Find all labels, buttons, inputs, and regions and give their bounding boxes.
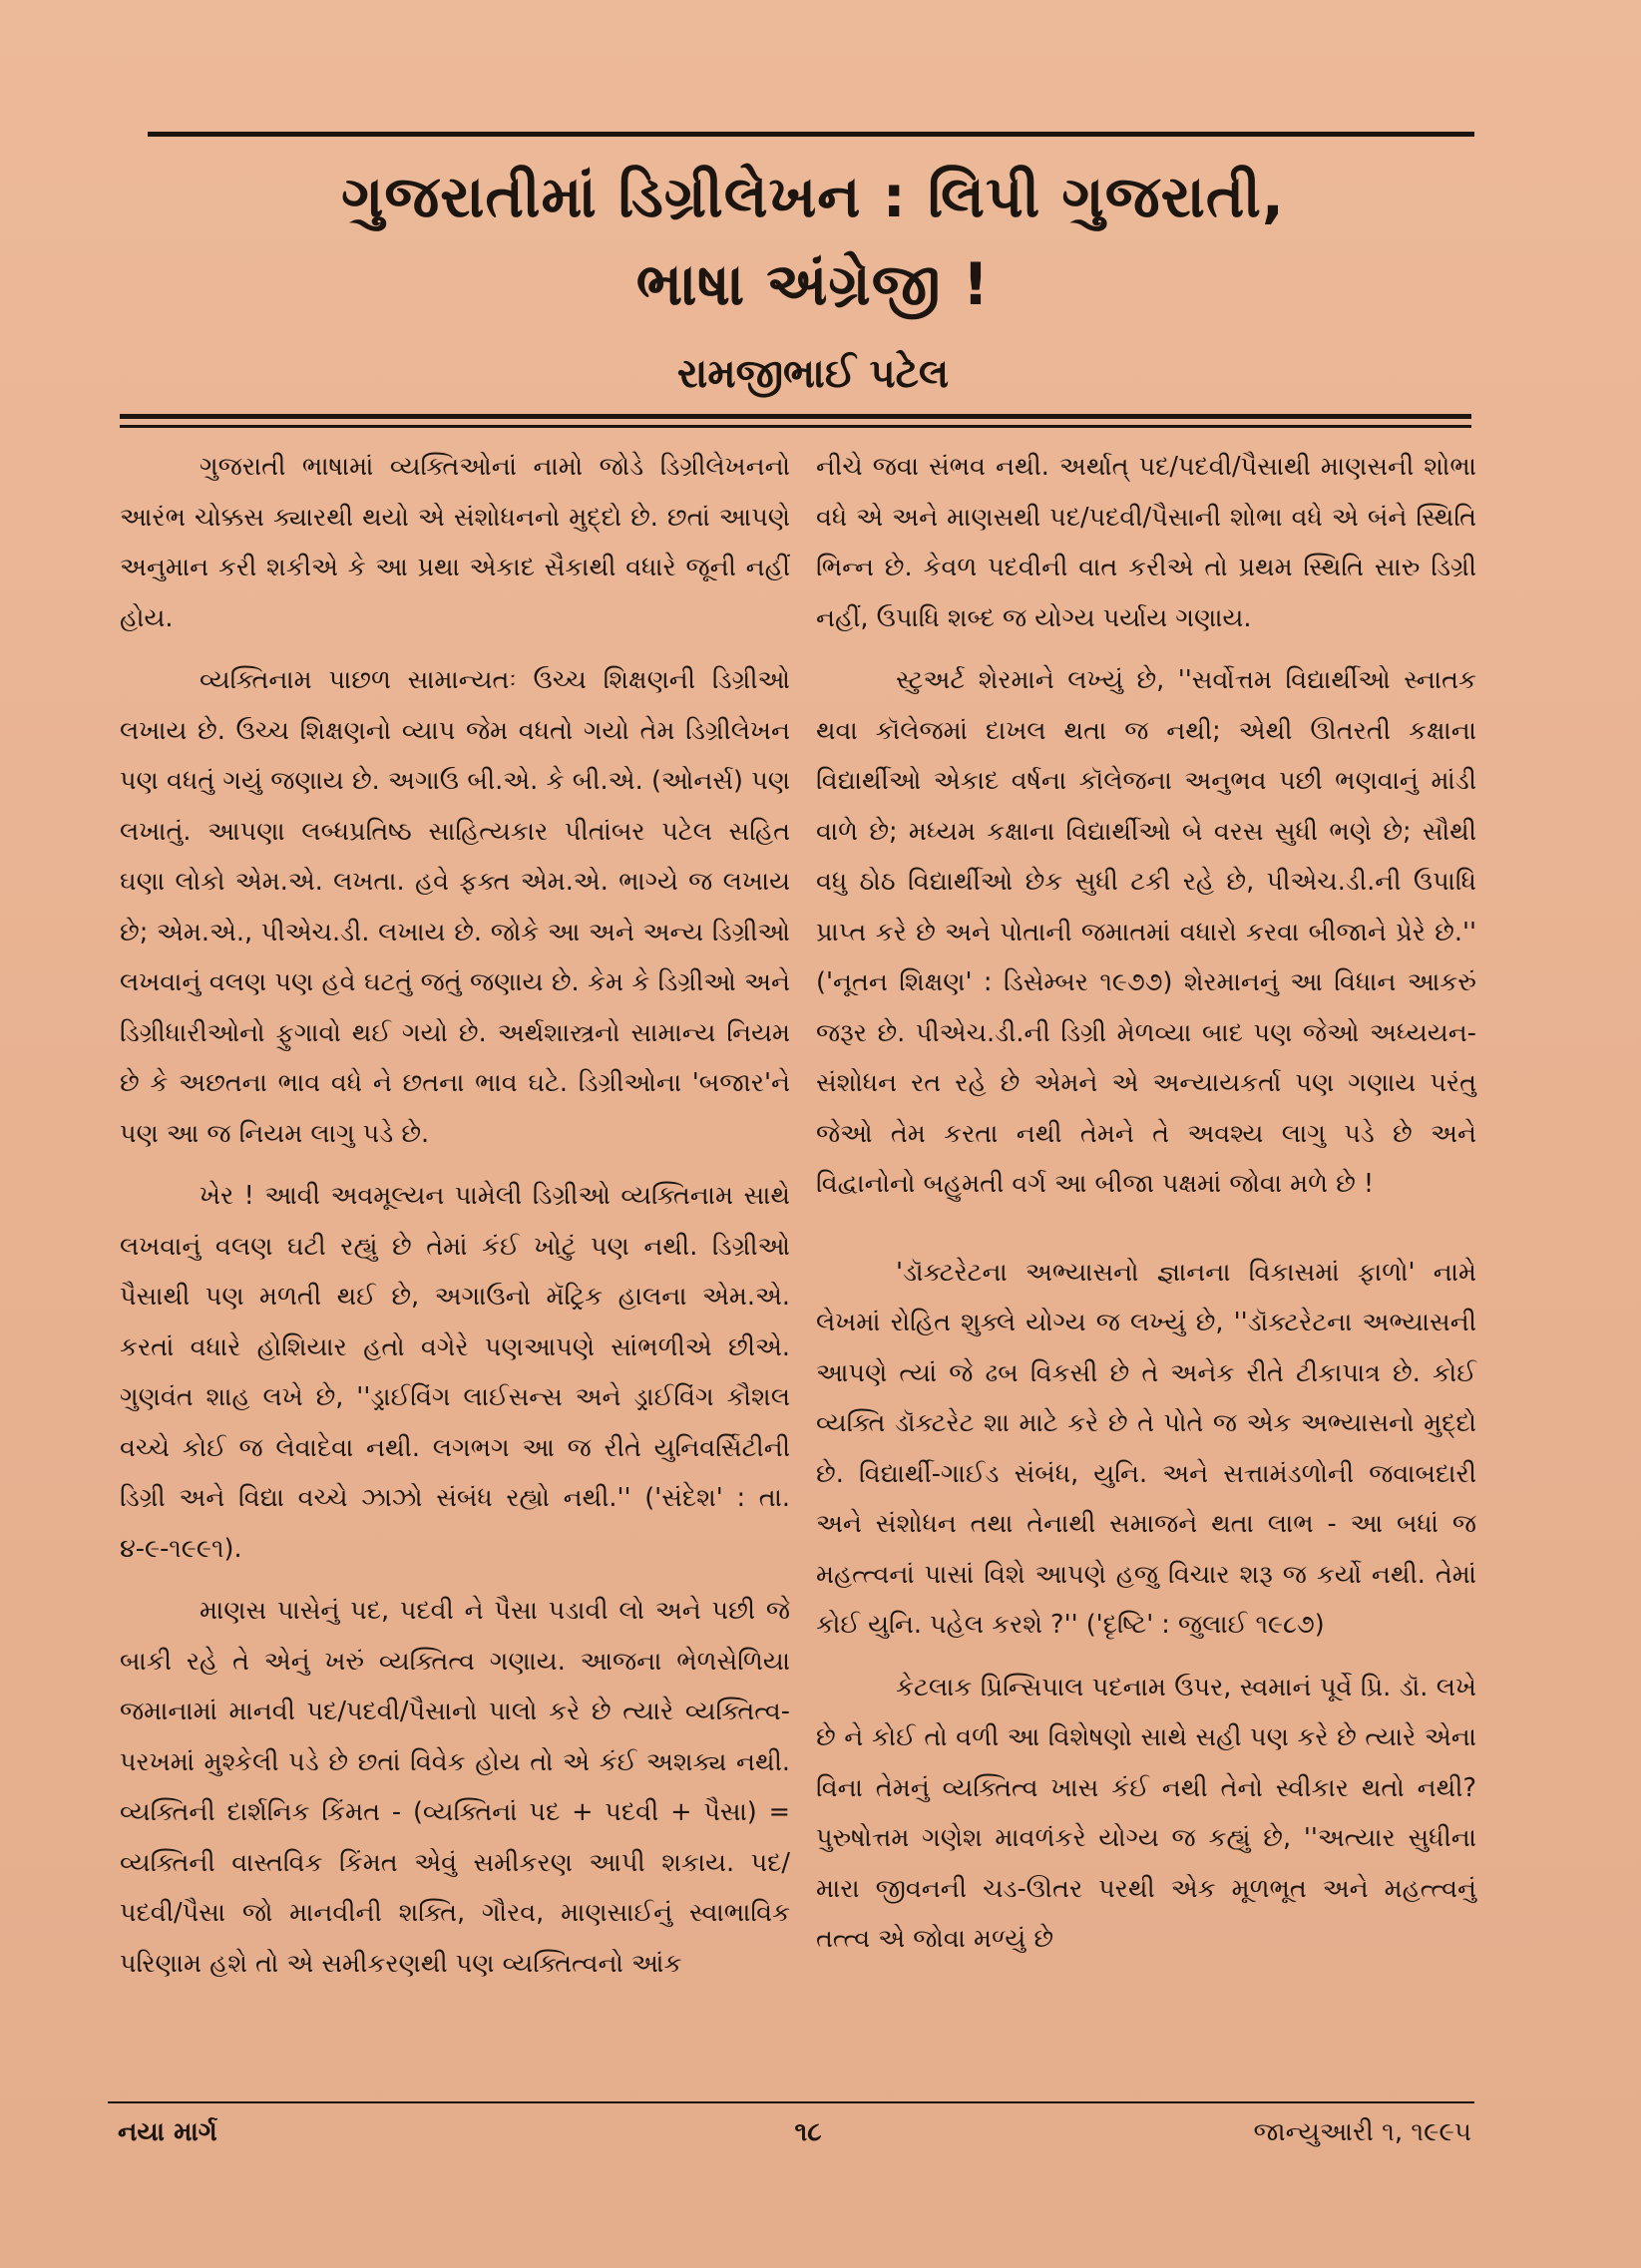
paragraph: વ્યક્તિનામ પાછળ સામાન્યતઃ ઉચ્ચ શિક્ષણની ડિગ્રીઓ લખાય છે. ઉચ્ચ શિક્ષણનો વ્યાપ જેમ વધતો ગયો તેમ ડિગ્રીલેખન પણ વધતું ગયું જણાય છે. અગાઉ બી.એ. કે બી.એ. (ઓનર્સ) પણ લખાતું. આપણા લબ્ધપ્રતિષ્ઠ સાહિત્યકાર પીતાંબર પટેલ સહિત ઘણા લોકો એમ.એ. લખતા. હવે ફક્ત એમ.એ. ભાગ્યે જ લખાય છે; એમ.એ., પીએચ.ડી. લખાય છે. જોકે આ અને અન્ય ડિગ્રીઓ લખવાનું વલણ પણ હવે ઘટતું જતું જણાય છે. કેમ કે ડિગ્રીઓ અને ડિગ્રીધારીઓનો ફુગાવો થઈ ગયો છે. અર્થશાસ્ત્રનો સામાન્ય નિયમ છે કે અછતના ભાવ વધે ને છતના ભાવ ઘટે. ડિગ્રીઓના 'બજાર'ને પણ આ જ નિયમ લાગુ પડે છે. <box>120 665 790 1149</box>
article-title-line2: ભાષા અંગ્રેજી ! <box>635 250 991 318</box>
paragraph: ખેર ! આવી અવમૂલ્યન પામેલી ડિગ્રીઓ વ્યક્તિનામ સાથે લખવાનું વલણ ઘટી રહ્યું છે તેમાં કંઈ ખોટું પણ નથી. ડિગ્રીઓ પૈસાથી પણ મળતી થઈ છે, અગાઉનો મૅટ્રિક હાલના એમ.એ. કરતાં વધારે હોશિયાર હતો વગેરે પણઆપણે સાંભળીએ છીએ. ગુણવંત શાહ લખે છે, ''ડ્રાઈવિંગ લાઈસન્સ અને ડ્રાઈવિંગ કૌશલ વચ્ચે કોઈ જ લેવાદેવા નથી. લગભગ આ જ રીતે યુનિવર્સિટીની ડિગ્રી અને વિદ્યા વચ્ચે ઝાઝો સંબંધ રહ્યો નથી.'' ('સંદેશ' : તા. ૪-૯-૧૯૯૧). <box>120 1181 790 1564</box>
paragraph: કેટલાક પ્રિન્સિપાલ પદનામ ઉપર, સ્વમાનં પૂર્વે પ્રિ. ડૉ. લખે છે ને કોઈ તો વળી આ વિશેષણો સાથે સહી પણ કરે છે ત્યારે એના વિના તેમનું વ્યક્તિત્વ ખાસ કંઈ નથી તેનો સ્વીકાર થતો નથી? પુરુષોત્તમ ગણેશ માવળંકરે યોગ્ય જ કહ્યું છે, ''અત્યાર સુધીના મારા જીવનની ચડ-ઊતર પરથી એક મૂળભૂત અને મહત્ત્વનું તત્ત્વ એ જોવા મળ્યું છે <box>816 1672 1476 1954</box>
paragraph: 'ડૉક્ટરેટના અભ્યાસનો જ્ઞાનના વિકાસમાં ફાળો' નામે લેખમાં રોહિત શુક્લે યોગ્ય જ લખ્યું છે, ''ડૉક્ટરેટના અભ્યાસની આપણે ત્યાં જે ઢબ વિકસી છે તે અનેક રીતે ટીકાપાત્ર છે. કોઈ વ્યક્તિ ડૉક્ટરેટ શા માટે કરે છે તે પોતે જ એક અભ્યાસનો મુદ્દો છે. વિદ્યાર્થી-ગાઈડ સંબંધ, યુનિ. અને સત્તામંડળોની જવાબદારી અને સંશોધન તથા તેનાથી સમાજને થતા લાભ - આ બધાં જ મહત્ત્વનાં પાસાં વિશે આપણે હજુ વિચાર શરૂ જ કર્યો નથી. તેમાં કોઈ યુનિ. પહેલ કરશે ?'' ('દૃષ્ટિ' : જુલાઈ ૧૯૮૭) <box>816 1257 1476 1640</box>
title-double-rule <box>120 414 1471 428</box>
footer-publication: નયા માર્ગ <box>118 2117 217 2147</box>
footer-rule <box>108 2101 1474 2103</box>
right-column <box>816 442 1476 2268</box>
article-title-line1: ગુજરાતીમાં ડિગ્રીલેખન : લિપી ગુજરાતી, <box>341 163 1285 230</box>
footer-date: જાન્યુઆરી ૧, ૧૯૯૫ <box>1253 2117 1471 2147</box>
paragraph: ગુજરાતી ભાષામાં વ્યક્તિઓનાં નામો જોડે ડિગ્રીલેખનનો આરંભ ચોક્કસ ક્યારથી થયો એ સંશોધનનો મુદ્દો છે. છતાં આપણે અનુમાન કરી શકીએ કે આ પ્રથા એકાદ સૈકાથી વધારે જૂની નહીં હોય. <box>120 452 790 633</box>
paragraph: નીચે જવા સંભવ નથી. અર્થાત્ પદ/પદવી/પૈસાથી માણસની શોભા વધે એ અને માણસથી પદ/પદવી/પૈસાની શોભા વધે એ બંને સ્થિતિ ભિન્ન છે. કેવળ પદવીની વાત કરીએ તો પ્રથમ સ્થિતિ સારુ ડિગ્રી નહીં, ઉપાધિ શબ્દ જ યોગ્ય પર્યાય ગણાય. <box>816 452 1476 633</box>
article-author: રામજીભાઈ પટેલ <box>676 351 950 397</box>
top-rule <box>148 132 1474 137</box>
paragraph: માણસ પાસેનું પદ, પદવી ને પૈસા પડાવી લો અને પછી જે બાકી રહે તે એનું ખરું વ્યક્તિત્વ ગણાય. આજના ભેળસેળિયા જમાનામાં માનવી પદ/પદવી/પૈસાનો પાલો કરે છે ત્યારે વ્યક્તિત્વ-પરખમાં મુશ્કેલી પડે છે છતાં વિવેક હોય તો એ કંઈ અશક્ય નથી. વ્યક્તિની દાર્શનિક કિંમત - (વ્યક્તિનાં પદ + પદવી + પૈસા) = વ્યક્તિની વાસ્તવિક કિંમત એવું સમીકરણ આપી શકાય. પદ/પદવી/પૈસા જો માનવીની શક્તિ, ગૌરવ, માણસાઈનું સ્વાભાવિક પરિણામ હશે તો એ સમીકરણથી પણ વ્યક્તિત્વનો આંક <box>120 1596 790 1979</box>
footer-page-number: ૧૮ <box>794 2117 822 2147</box>
left-column <box>120 442 790 2268</box>
paragraph: સ્ટુઅર્ટ શેરમાને લખ્યું છે, ''સર્વોત્તમ વિદ્યાર્થીઓ સ્નાતક થવા કૉલેજમાં દાખલ થતા જ નથી; એથી ઊતરતી કક્ષાના વિદ્યાર્થીઓ એકાદ વર્ષના કૉલેજના અનુભવ પછી ભણવાનું માંડી વાળે છે; મધ્યમ કક્ષાના વિદ્યાર્થીઓ બે વરસ સુધી ભણે છે; સૌથી વધુ ઠોઠ વિદ્યાર્થીઓ છેક સુધી ટકી રહે છે, પીએચ.ડી.ની ઉપાધિ પ્રાપ્ત કરે છે અને પોતાની જમાતમાં વધારો કરવા બીજાને પ્રેરે છે.'' ('નૂતન શિક્ષણ' : ડિસેમ્બર ૧૯૭૭) શેરમાનનું આ વિધાન આકરું જરૂર છે. પીએચ.ડી.ની ડિગ્રી મેળવ્યા બાદ પણ જેઓ અધ્યયન-સંશોધન રત રહે છે એમને એ અન્યાયકર્તા પણ ગણાય પરંતુ જેઓ તેમ કરતા નથી તેમને તે અવશ્ય લાગુ પડે છે અને વિદ્વાનોનો બહુમતી વર્ગ આ બીજા પક્ષમાં જોવા મળે છે ! <box>816 665 1476 1199</box>
